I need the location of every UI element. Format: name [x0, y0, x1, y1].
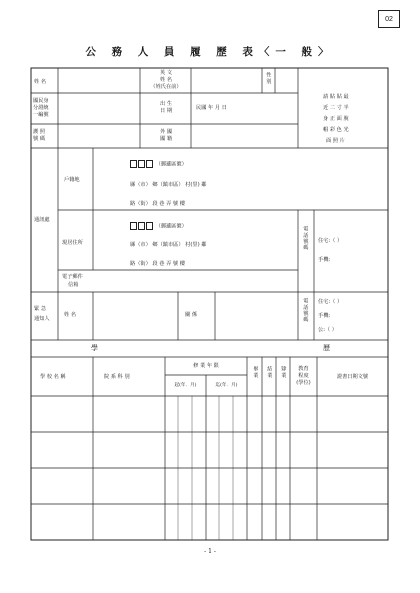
col-degree-1: 教育	[298, 366, 309, 372]
col-to: 迄(年．月)	[215, 383, 238, 388]
education-row-1[interactable]	[31, 396, 388, 432]
education-header-right: 歷	[323, 344, 330, 352]
contact-section-label: 通訊處	[34, 217, 50, 223]
emergency-office-phone[interactable]: 公:（ ）	[318, 327, 337, 333]
residence-postal[interactable]	[130, 222, 187, 230]
birth-label-2: 日 期	[159, 108, 173, 114]
english-name-label-2: 姓 名	[159, 77, 173, 83]
english-name-label-1: 英 文	[159, 70, 173, 76]
postal-box[interactable]	[130, 222, 137, 230]
birth-label-1: 出 生	[159, 101, 173, 107]
form-title: 公 務 人 員 履 歷 表〈一 般〉	[85, 46, 335, 58]
passport-label-2: 號 碼	[33, 136, 46, 142]
household-label: 戶籍地	[64, 177, 80, 183]
col-graduate: 畢業	[252, 366, 259, 379]
col-dropout: 肄業	[280, 366, 287, 379]
id-label-1: 國民身	[33, 98, 49, 104]
contact-home-phone[interactable]: 住宅:（ ）	[318, 238, 343, 244]
education-row-2[interactable]	[31, 432, 388, 468]
household-postal[interactable]	[130, 160, 187, 168]
postal-box[interactable]	[130, 160, 137, 168]
foreign-label-1: 外 國	[159, 129, 173, 135]
col-school: 學 校 名 稱	[40, 374, 66, 380]
col-certificate: 證書日期文號	[336, 374, 369, 380]
emergency-phone-label: 電話號碼	[302, 298, 309, 323]
form-code: 02	[385, 15, 393, 23]
education-header-left: 學	[91, 344, 98, 352]
emergency-mobile[interactable]: 手機:	[318, 313, 331, 319]
email-label-1: 電子郵件	[62, 274, 83, 280]
education-row-3[interactable]	[31, 468, 388, 504]
foreign-label-2: 國 籍	[159, 136, 173, 142]
english-name-field[interactable]	[191, 68, 262, 93]
col-degree-2: 程度	[298, 373, 309, 379]
name-label: 姓 名	[34, 79, 47, 85]
emergency-relation-field[interactable]	[215, 292, 298, 340]
emergency-label-1: 緊 急	[34, 306, 47, 312]
postal-box[interactable]	[138, 222, 145, 230]
gender-label: 性別	[265, 72, 272, 85]
postal-box[interactable]	[146, 160, 153, 168]
emergency-name-field[interactable]	[93, 292, 178, 340]
col-department: 院 系 科 別	[104, 374, 130, 380]
postal-box[interactable]	[138, 160, 145, 168]
emergency-name-label: 姓 名	[64, 312, 77, 318]
id-number-field[interactable]	[58, 93, 140, 124]
gender-field[interactable]	[275, 68, 298, 93]
contact-phone-label: 電話號碼	[302, 226, 309, 251]
passport-field[interactable]	[58, 124, 140, 148]
emergency-relation-label: 關 係	[185, 312, 198, 318]
contact-mobile[interactable]: 手機:	[318, 257, 331, 263]
photo-instruction-3: 身 正 面 脫	[323, 116, 349, 122]
emergency-label-2: 通知人	[34, 316, 50, 322]
col-degree-3: (學位)	[296, 380, 311, 386]
residence-address-line-1[interactable]: 縣（市） 鄉（鎮市區） 村(里) 鄰	[130, 242, 207, 248]
passport-label-1: 護 照	[33, 129, 46, 135]
education-row-4[interactable]	[31, 504, 388, 540]
col-from: 起(年．月)	[174, 383, 197, 388]
photo-instruction-1: 請 貼 貼 最	[323, 94, 349, 100]
postal-box[interactable]	[146, 222, 153, 230]
emergency-home-phone[interactable]: 住宅:（ ）	[318, 299, 343, 305]
foreign-nationality-field[interactable]	[191, 124, 298, 148]
photo-instruction-2: 近 二 寸 半	[323, 105, 349, 111]
email-label-2: 信箱	[68, 282, 79, 288]
postal-code-label: （郵遞區號）	[155, 161, 187, 168]
residence-address-line-2[interactable]: 路（街） 段 巷 弄 號 樓	[130, 261, 185, 267]
birth-date-field[interactable]: 民國 年 月 日	[196, 105, 227, 111]
col-period: 修 業 年 限	[193, 363, 219, 369]
photo-instruction-5: 面 照 片	[326, 138, 345, 144]
household-address-line-1[interactable]: 縣（市） 鄉（鎮市區） 村(里) 鄰	[130, 182, 207, 188]
residence-label: 現居住所	[62, 240, 83, 246]
id-label-2: 分證統	[33, 105, 49, 111]
page-number: - 1 -	[204, 548, 216, 555]
col-incomplete: 結業	[266, 366, 273, 379]
household-address-line-2[interactable]: 路（街） 段 巷 弄 號 樓	[130, 201, 185, 207]
photo-instruction-4: 帽 彩 色 光	[323, 127, 349, 133]
name-field[interactable]	[58, 68, 140, 93]
email-field[interactable]	[93, 270, 298, 292]
postal-code-label: （郵遞區號）	[155, 223, 187, 230]
english-name-label-3: （姓氏在前）	[150, 84, 182, 90]
id-label-3: 一編號	[33, 112, 49, 118]
